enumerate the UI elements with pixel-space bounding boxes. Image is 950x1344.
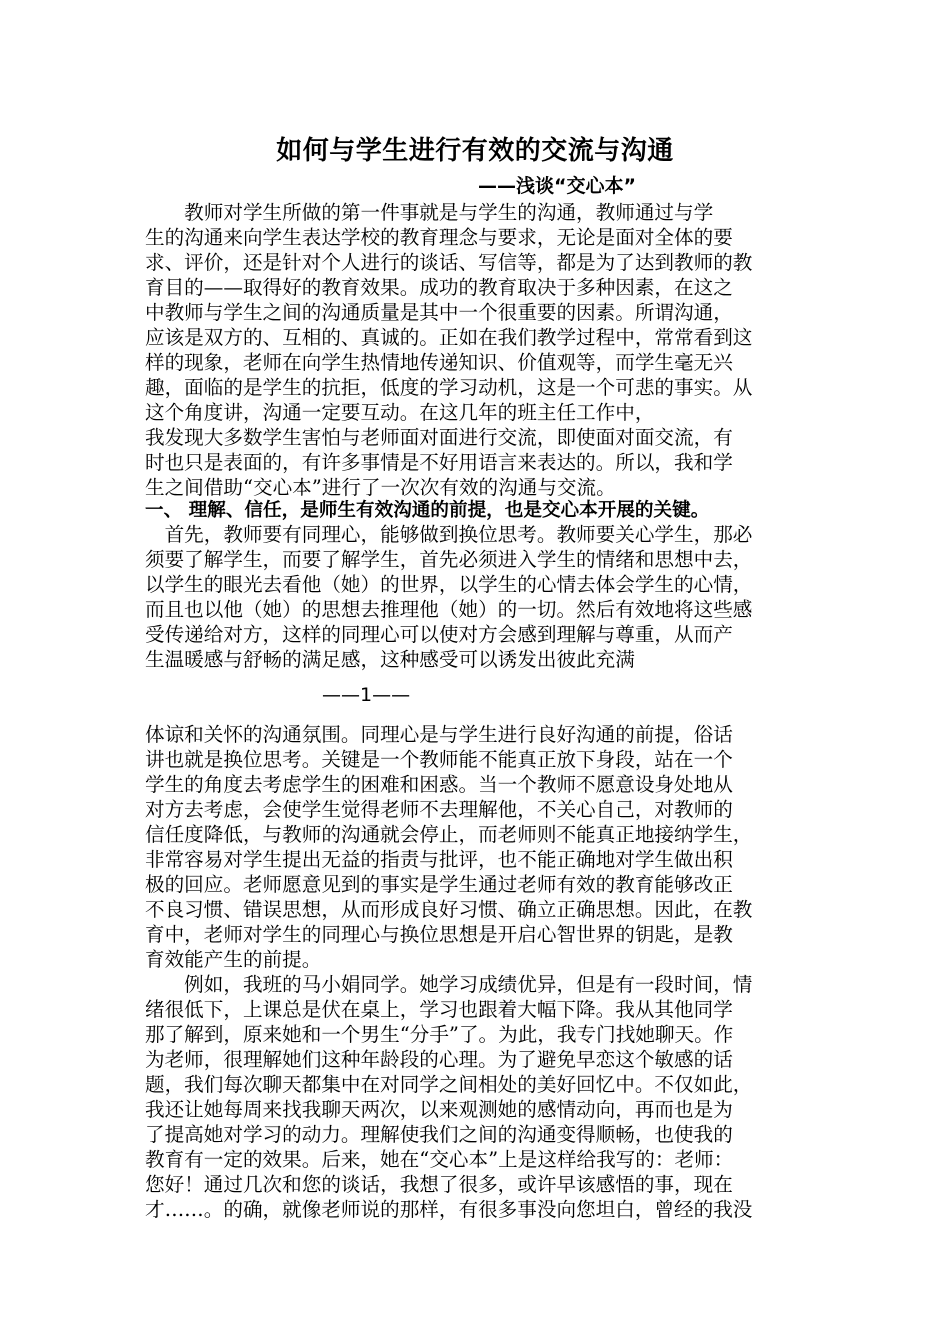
body-line: 而且也以他（她）的思想去推理他（她）的一切。然后有效地将这些感 [145, 598, 753, 621]
body-line: 讲也就是换位思考。关键是一个教师能不能真正放下身段，站在一个 [145, 748, 733, 771]
body-line: 那了解到，原来她和一个男生“分手”了。为此，我专门找她聊天。作 [145, 1023, 734, 1046]
body-line: 教育有一定的效果。后来，她在“交心本”上是这样给我写的：老师： [145, 1148, 734, 1171]
body-line: 求、评价，还是针对个人进行的谈话、写信等，都是为了达到教师的教 [145, 251, 753, 274]
body-line: 才……。的确，就像老师说的那样，有很多事没向您坦白，曾经的我没 [145, 1198, 753, 1221]
body-line: 非常容易对学生提出无益的指责与批评，也不能正确地对学生做出积 [145, 848, 733, 871]
body-line: 须要了解学生，而要了解学生，首先必须进入学生的情绪和思想中去， [145, 548, 753, 571]
body-line: 育效能产生的前提。 [145, 948, 322, 971]
body-line: 对方去考虑，会使学生觉得老师不去理解他，不关心自己，对教师的 [145, 798, 733, 821]
body-line: 信任度降低，与教师的沟通就会停止，而老师则不能真正地接纳学生， [145, 823, 753, 846]
body-line: 极的回应。老师愿意见到的事实是学生通过老师有效的教育能够改正 [145, 873, 733, 896]
body-line: 我发现大多数学生害怕与老师面对面进行交流，即使面对面交流，有 [145, 426, 733, 449]
document-title: 如何与学生进行有效的交流与沟通 [276, 136, 674, 166]
body-line: 应该是双方的、互相的、真诚的。正如在我们教学过程中，常常看到这 [145, 326, 753, 349]
document-subtitle: ——浅谈“交心本” [478, 175, 636, 197]
body-line: 时也只是表面的，有许多事情是不好用语言来表达的。所以，我和学 [145, 451, 733, 474]
body-line: 生之间借助“交心本”进行了一次次有效的沟通与交流。 [145, 476, 616, 499]
body-line: 育目的——取得好的教育效果。成功的教育取决于多种因素，在这之 [145, 276, 733, 299]
body-line: 绪很低下，上课总是伏在桌上，学习也跟着大幅下降。我从其他同学 [145, 998, 733, 1021]
body-line: 教师对学生所做的第一件事就是与学生的沟通，教师通过与学 [145, 201, 714, 224]
body-line: 生的沟通来向学生表达学校的教育理念与要求，无论是面对全体的要 [145, 226, 733, 249]
body-line: 生温暖感与舒畅的满足感，这种感受可以诱发出彼此充满 [145, 648, 635, 671]
body-line: 您好！通过几次和您的谈话，我想了很多，或许早该感悟的事，现在 [145, 1173, 733, 1196]
body-line: 趣，面临的是学生的抗拒，低度的学习动机，这是一个可悲的事实。从 [145, 376, 753, 399]
body-line: 育中，老师对学生的同理心与换位思想是开启心智世界的钥匙，是教 [145, 923, 733, 946]
body-line: 例如，我班的马小娟同学。她学习成绩优异，但是有一段时间，情 [145, 973, 753, 996]
body-line: 学生的角度去考虑学生的困难和困惑。当一个教师不愿意设身处地从 [145, 773, 733, 796]
body-line: 了提高她对学习的动力。理解使我们之间的沟通变得顺畅，也使我的 [145, 1123, 733, 1146]
body-line: 受传递给对方，这样的同理心可以使对方会感到理解与尊重，从而产 [145, 623, 733, 646]
body-line: 题，我们每次聊天都集中在对同学之间相处的美好回忆中。不仅如此， [145, 1073, 753, 1096]
section-heading: 一、 理解、信任，是师生有效沟通的前提，也是交心本开展的关键。 [145, 500, 710, 521]
body-line: 为老师，很理解她们这种年龄段的心理。为了避免早恋这个敏感的话 [145, 1048, 733, 1071]
body-line: 样的现象，老师在向学生热情地传递知识、价值观等，而学生毫无兴 [145, 351, 733, 374]
body-line: 首先，教师要有同理心，能够做到换位思考。教师要关心学生，那必 [145, 523, 753, 546]
body-line: 我还让她每周来找我聊天两次，以来观测她的感情动向，再而也是为 [145, 1098, 733, 1121]
body-line: 这个角度讲，沟通一定要互动。在这几年的班主任工作中， [145, 401, 655, 424]
body-line: 不良习惯、错误思想，从而形成良好习惯、确立正确思想。因此，在教 [145, 898, 753, 921]
page-number: ——1—— [322, 684, 411, 706]
body-line: 中教师与学生之间的沟通质量是其中一个很重要的因素。所谓沟通， [145, 301, 733, 324]
body-line: 以学生的眼光去看他（她）的世界，以学生的心情去体会学生的心情， [145, 573, 753, 596]
body-line: 体谅和关怀的沟通氛围。同理心是与学生进行良好沟通的前提，俗话 [145, 723, 733, 746]
